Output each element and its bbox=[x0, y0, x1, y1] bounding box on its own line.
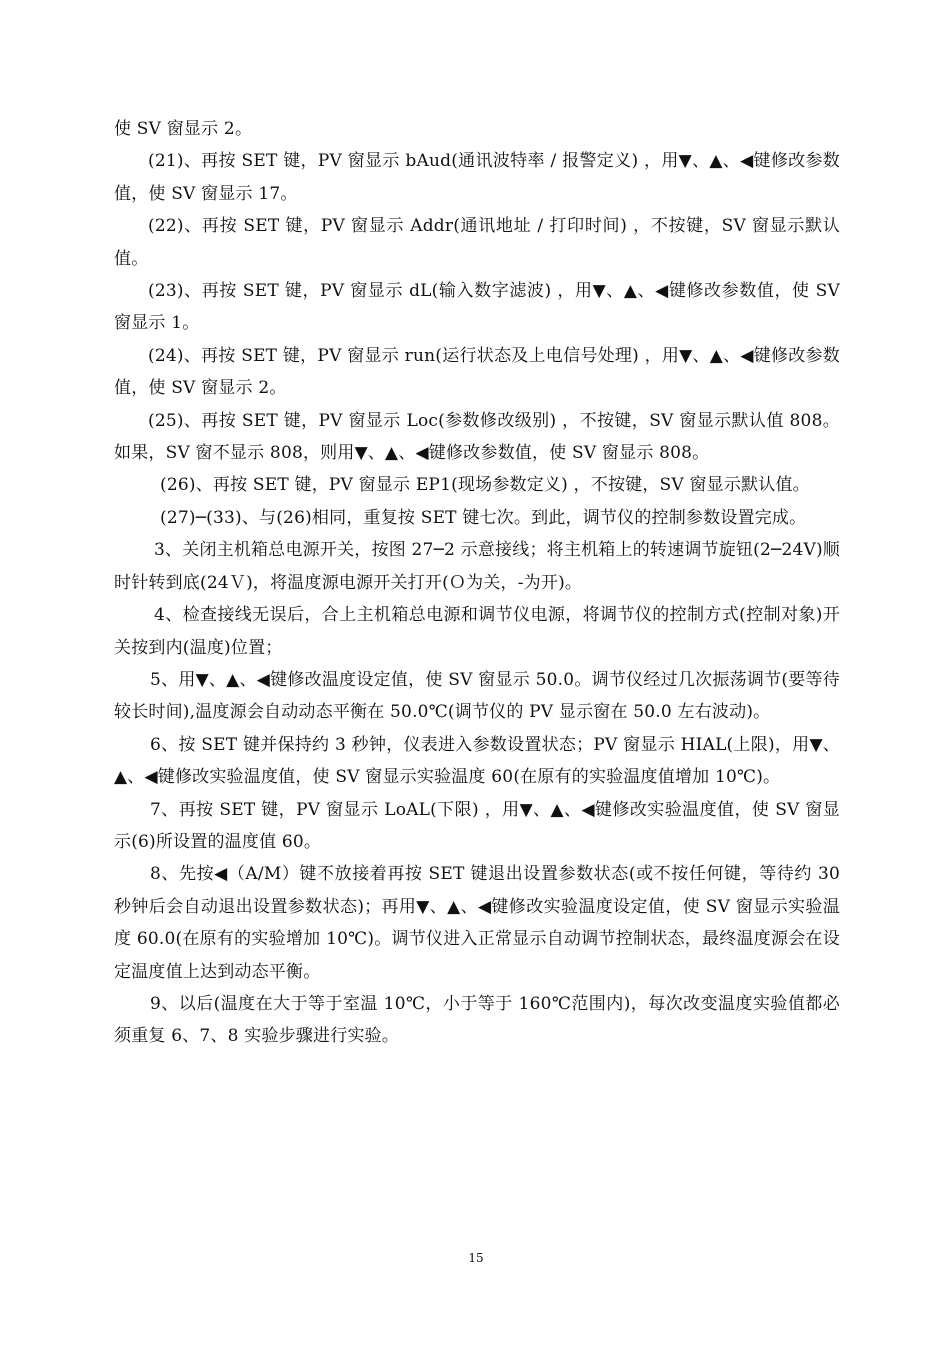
paragraph-step-23: (23)、再按 SET 键，PV 窗显示 dL(输入数字滤波) ，用▼、▲、◀键修改参数值，使 SV 窗显示 1。 bbox=[114, 281, 840, 334]
paragraph-step-21: (21)、再按 SET 键，PV 窗显示 bAud(通讯波特率 / 报警定义) ，用▼、▲、◀键修改参数值，使 SV 窗显示 17。 bbox=[114, 151, 840, 204]
paragraph-item-4: 4、检查接线无误后，合上主机箱总电源和调节仪电源，将调节仪的控制方式(控制对象)开关按到内(温度)位置； bbox=[114, 605, 840, 658]
paragraph-step-24: (24)、再按 SET 键，PV 窗显示 run(运行状态及上电信号处理) ，用▼、▲、◀键修改参数值，使 SV 窗显示 2。 bbox=[114, 345, 840, 399]
paragraph-item-6: 6、按 SET 键并保持约 3 秒钟，仪表进入参数设置状态；PV 窗显示 HIAL(上限)，用▼、▲、◀键修改实验温度值，使 SV 窗显示实验温度 60(在原有的实验温度值增加 10℃)。 bbox=[114, 734, 840, 788]
paragraph-step-27-33: (27)─(33)、与(26)相同，重复按 SET 键七次。到此，调节仪的控制参数设置完成。 bbox=[160, 507, 807, 528]
paragraph-item-3: 3、关闭主机箱总电源开关，按图 27─2 示意接线；将主机箱上的转速调节旋钮(2─24V)顺时针转到底(24Ｖ)，将温度源电源开关打开(Ｏ为关，-为开)。 bbox=[114, 540, 840, 593]
paragraph-item-5: 5、用▼、▲、◀键修改温度设定值，使 SV 窗显示 50.0。调节仪经过几次振荡调节(要等待较长时间),温度源会自动动态平衡在 50.0℃(调节仪的 PV 显示窗在 50.0 左右波动)。 bbox=[114, 669, 840, 723]
paragraph-step-25: (25)、再按 SET 键，PV 窗显示 Loc(参数修改级别) ，不按键，SV 窗显示默认值 808。如果，SV 窗不显示 808，则用▼、▲、◀键修改参数值，使 SV 窗显示 808。 bbox=[114, 410, 840, 464]
paragraph-step-26: (26)、再按 SET 键，PV 窗显示 EP1(现场参数定义) ，不按键，SV 窗显示默认值。 bbox=[160, 475, 810, 496]
paragraph-item-8: 8、先按◀（A/M）键不放接着再按 SET 键退出设置参数状态(或不按任何键，等待约 30 秒钟后会自动退出设置参数状态)；再用▼、▲、◀键修改实验温度设定值，使 SV 窗显示实验温度 60.0(在原有的实验增加 10℃)。调节仪进入正常显示自动调节控制状态，最终温度源会在设定温度值上达到动态平衡。 bbox=[114, 864, 840, 982]
paragraph-item-7: 7、再按 SET 键，PV 窗显示 LoAL(下限) ，用▼、▲、◀键修改实验温度值，使 SV 窗显示(6)所设置的温度值 60。 bbox=[114, 799, 840, 852]
paragraph-step-22: (22)、再按 SET 键，PV 窗显示 Addr(通讯地址 / 打印时间) ，不按键，SV 窗显示默认值。 bbox=[114, 216, 840, 269]
body-text bbox=[114, 113, 840, 1053]
page-number: 15 bbox=[468, 1251, 484, 1265]
paragraph-sv-display-2: 使 SV 窗显示 2。 bbox=[114, 119, 253, 139]
paragraph-item-9: 9、以后(温度在大于等于室温 10℃，小于等于 160℃范围内)，每次改变温度实验值都必须重复 6、7、8 实验步骤进行实验。 bbox=[114, 993, 840, 1047]
